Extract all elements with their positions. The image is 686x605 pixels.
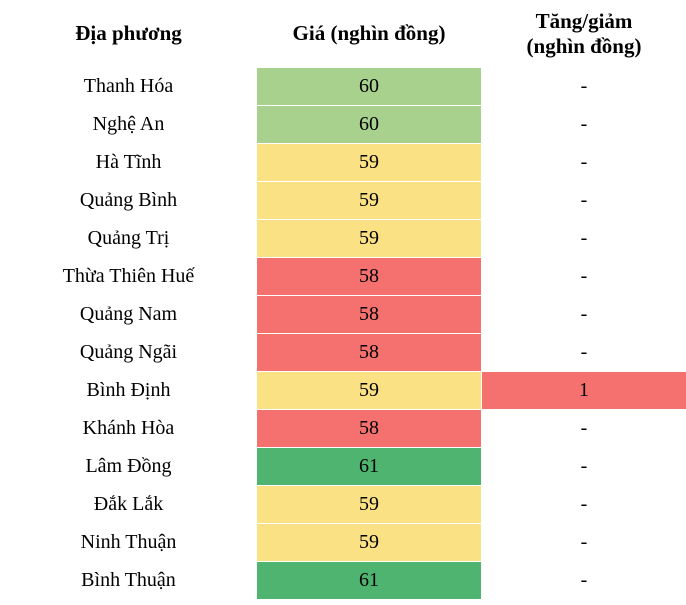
table-row (1, 258, 686, 296)
column-header-locality (1, 1, 257, 68)
cell-change: - (482, 106, 686, 144)
table-row (1, 106, 686, 144)
cell-change: 1 (482, 372, 686, 410)
cell-price: 59 (257, 372, 482, 410)
cell-locality: Nghệ An (1, 106, 257, 144)
column-header-change-line-1: Tăng/giảm (535, 8, 633, 33)
cell-price: 58 (257, 258, 482, 296)
cell-locality: Thừa Thiên Huế (1, 258, 257, 296)
column-header-locality-line-1: Địa phương (75, 21, 182, 46)
cell-locality: Bình Thuận (1, 562, 257, 600)
column-header-price-line-1: Giá (nghìn đồng) (292, 21, 446, 46)
cell-change: - (482, 334, 686, 372)
cell-price: 58 (257, 410, 482, 448)
table-row (1, 486, 686, 524)
cell-change: - (482, 144, 686, 182)
table-row (1, 524, 686, 562)
table-row (1, 220, 686, 258)
cell-change: - (482, 562, 686, 600)
cell-locality: Hà Tĩnh (1, 144, 257, 182)
table-row (1, 562, 686, 600)
column-header-change-line-2: (nghìn đồng) (526, 34, 642, 58)
cell-change: - (482, 486, 686, 524)
cell-price: 59 (257, 144, 482, 182)
column-header-price (257, 1, 482, 68)
cell-price: 59 (257, 220, 482, 258)
cell-change: - (482, 448, 686, 486)
table-row (1, 182, 686, 220)
cell-change: - (482, 258, 686, 296)
cell-locality: Quảng Nam (1, 296, 257, 334)
table-header-row (1, 1, 686, 68)
cell-change: - (482, 220, 686, 258)
table-row (1, 448, 686, 486)
cell-price: 58 (257, 296, 482, 334)
column-header-change (482, 1, 686, 68)
cell-change: - (482, 182, 686, 220)
cell-price: 59 (257, 524, 482, 562)
cell-price: 61 (257, 562, 482, 600)
table-body (1, 68, 686, 600)
cell-change: - (482, 524, 686, 562)
cell-price: 59 (257, 486, 482, 524)
table-row (1, 372, 686, 410)
cell-locality: Ninh Thuận (1, 524, 257, 562)
table-row (1, 144, 686, 182)
cell-locality: Lâm Đồng (1, 448, 257, 486)
table-row (1, 68, 686, 106)
cell-locality: Quảng Ngãi (1, 334, 257, 372)
table-row (1, 296, 686, 334)
cell-locality: Đắk Lắk (1, 486, 257, 524)
cell-price: 58 (257, 334, 482, 372)
cell-locality: Bình Định (1, 372, 257, 410)
cell-locality: Thanh Hóa (1, 68, 257, 106)
table-row (1, 410, 686, 448)
table-row (1, 334, 686, 372)
cell-change: - (482, 296, 686, 334)
cell-price: 60 (257, 106, 482, 144)
cell-price: 59 (257, 182, 482, 220)
cell-change: - (482, 410, 686, 448)
cell-price: 60 (257, 68, 482, 106)
cell-change: - (482, 68, 686, 106)
cell-price: 61 (257, 448, 482, 486)
cell-locality: Quảng Trị (1, 220, 257, 258)
cell-locality: Quảng Bình (1, 182, 257, 220)
table-header (1, 1, 686, 68)
cell-locality: Khánh Hòa (1, 410, 257, 448)
